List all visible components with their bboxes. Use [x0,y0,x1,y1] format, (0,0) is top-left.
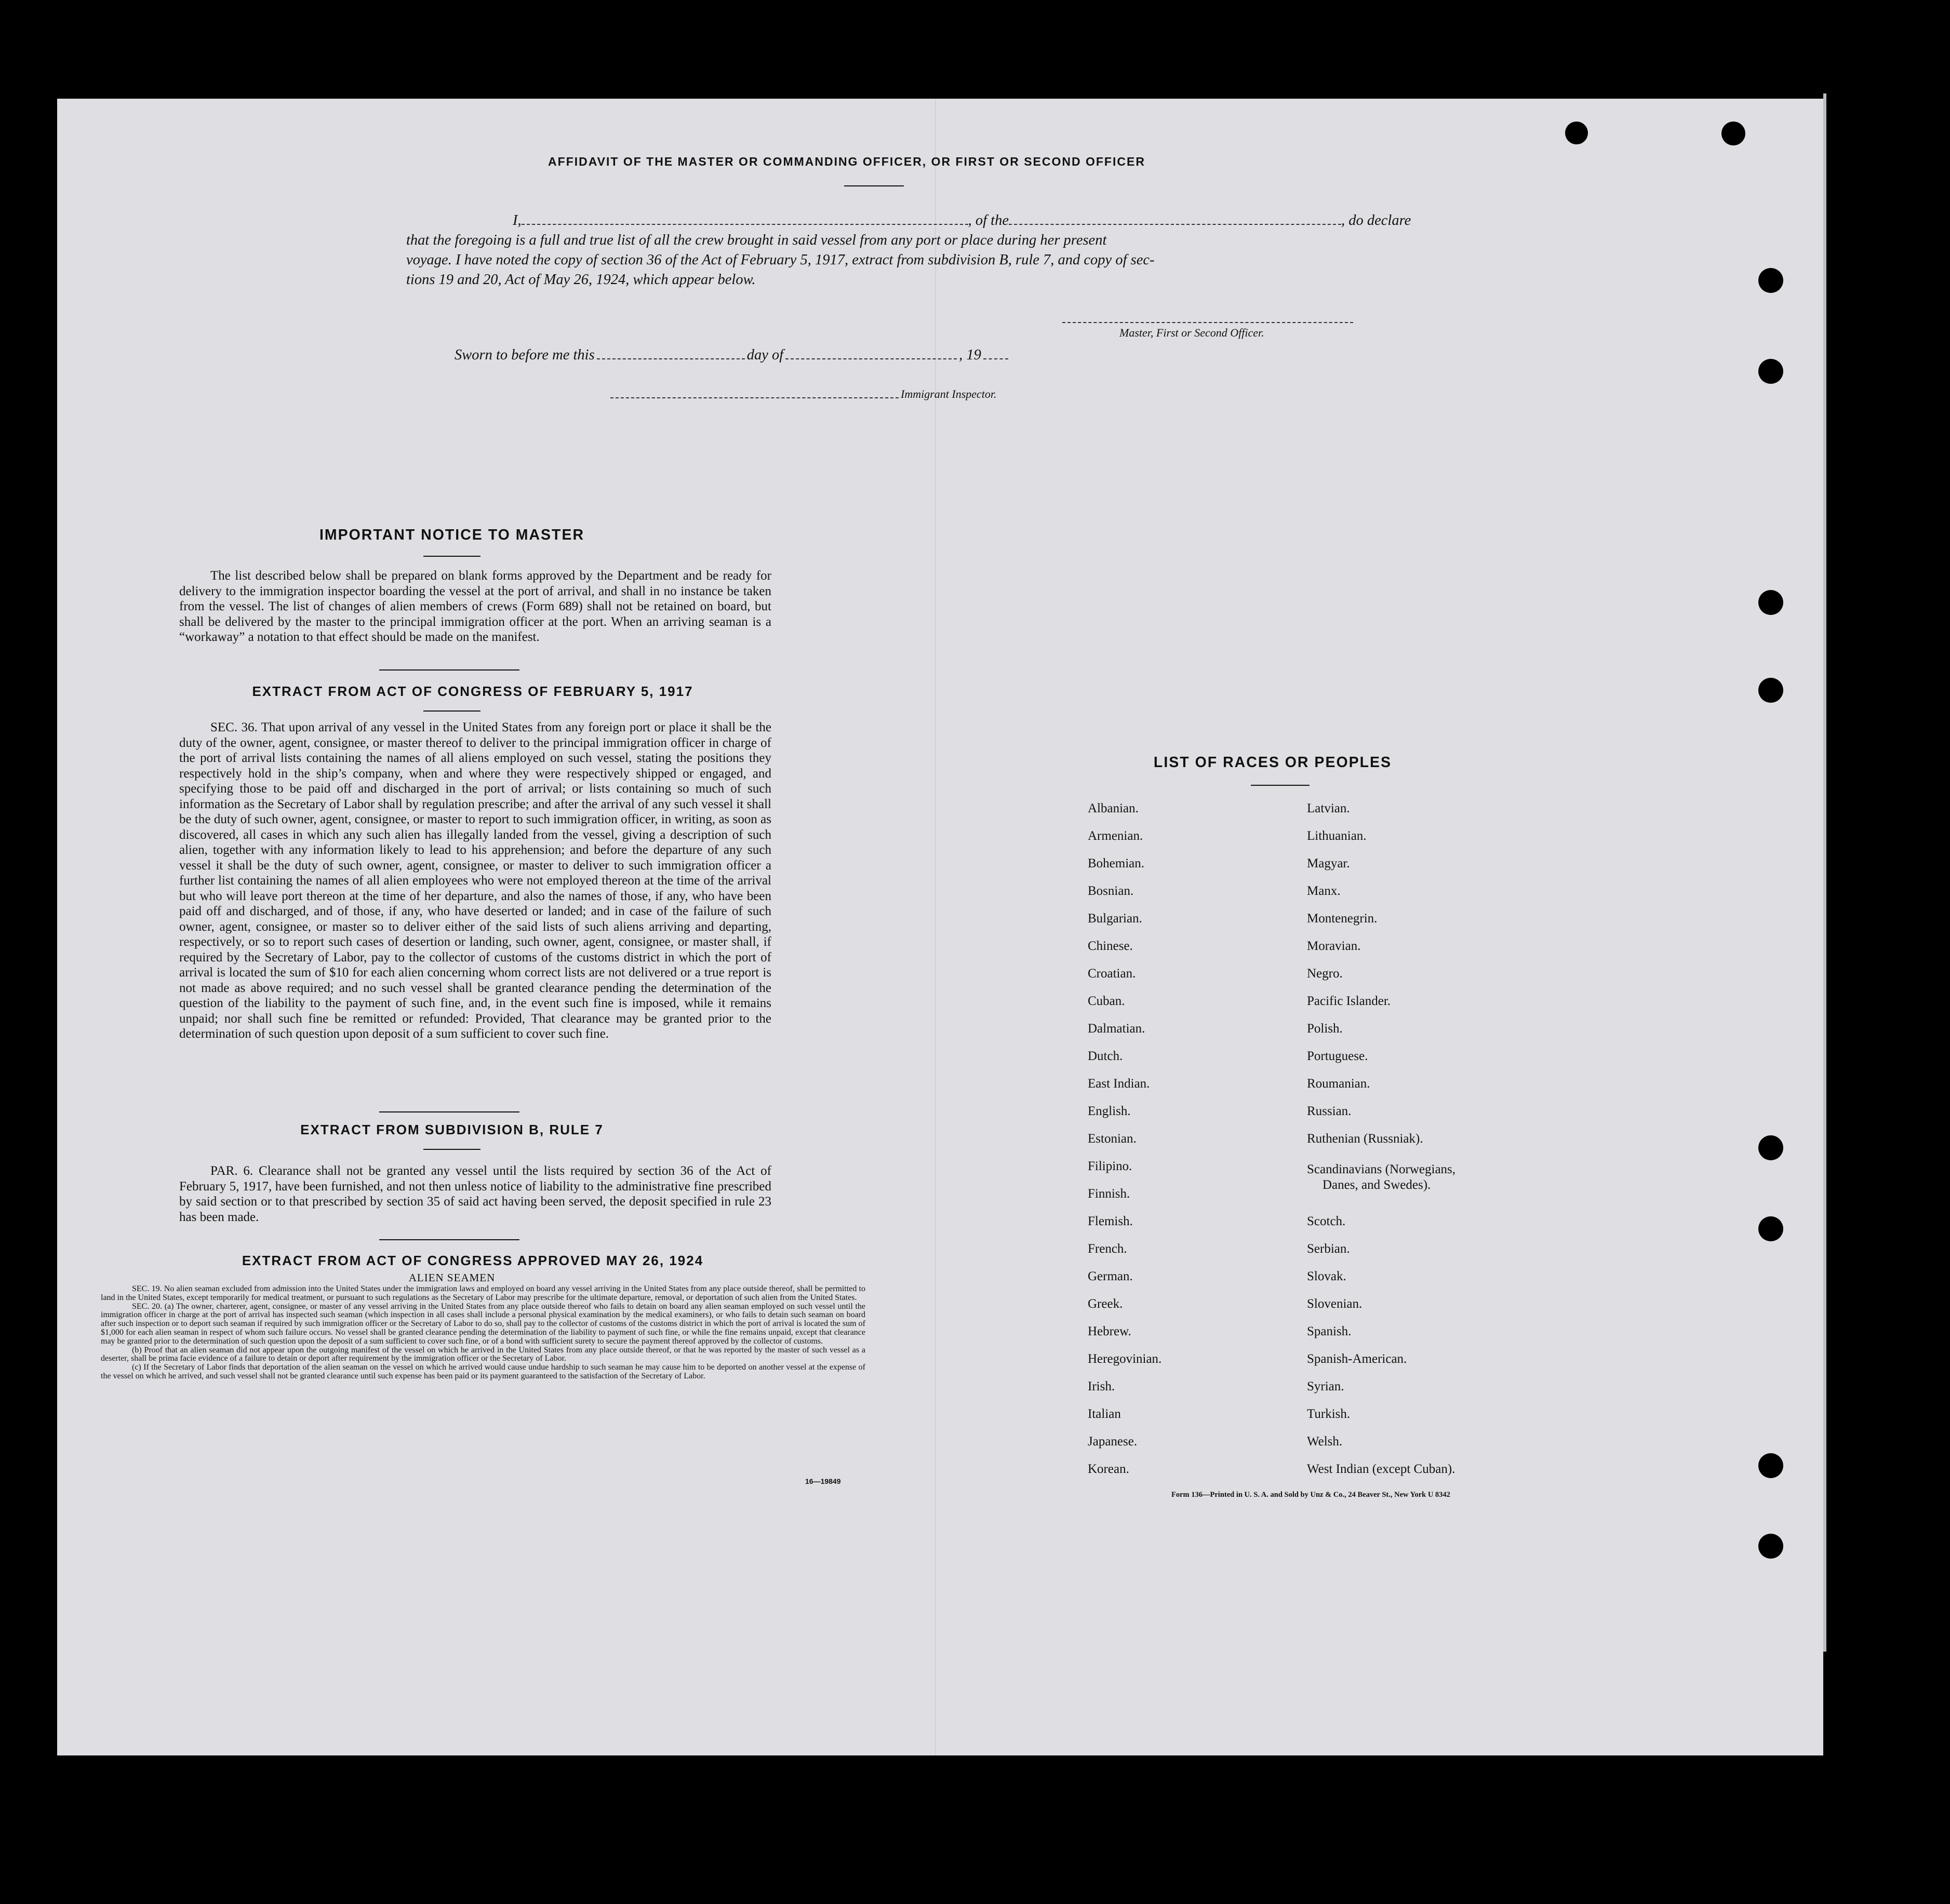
punch-hole [1565,122,1588,144]
race-item: Cuban. [1088,994,1125,1008]
extract-rule7-text [179,1163,771,1225]
race-item: Polish. [1307,1022,1343,1036]
race-item: Dalmatian. [1088,1022,1145,1036]
vessel-name-blank[interactable] [1009,212,1341,225]
par-6-paragraph: PAR. 6. Clearance shall not be granted any vessel until the lists required by section 36 of the Act of February 5, 1917, have been furnished, and not then unless notice of liability to the administrative fine prescribed by said section or to that prescribed by section 35 of said act having been served, the deposit specified in rule 23 has been made. [179,1164,771,1224]
race-item: Portuguese. [1307,1049,1368,1063]
punch-hole [1758,678,1783,703]
race-item: French. [1088,1242,1127,1256]
page-edge-tab [1823,93,1826,1652]
affidavit-line-3: voyage. I have noted the copy of section 36 of the Act of February 5, 1917, extract from subdivision B, rule 7, and copy of sec- [406,252,1155,268]
races-title-rule [1251,785,1310,786]
race-item: Montenegrin. [1307,911,1378,926]
race-item: Scandinavians (Norwegians, [1307,1162,1456,1176]
race-item: Irish. [1088,1379,1115,1393]
sworn-day-blank[interactable] [597,347,745,359]
extract-1924-title: EXTRACT FROM ACT OF CONGRESS APPROVED MAY 26, 1924 [242,1253,704,1268]
race-item: Spanish-American. [1307,1352,1407,1366]
race-item: East Indian. [1088,1077,1150,1091]
punch-hole [1758,268,1783,293]
sworn-year-blank[interactable] [983,347,1008,359]
race-item: Dutch. [1088,1049,1123,1063]
affidavit-of-the: , of the [968,212,1009,229]
race-item: Turkish. [1307,1407,1351,1421]
notice-section-rule [379,669,519,671]
punch-hole [1758,590,1783,615]
race-item: West Indian (except Cuban). [1307,1462,1455,1476]
extract-1917-text [179,720,771,1042]
notice-text [179,568,771,645]
sworn-line [455,347,1008,364]
race-item: Latvian. [1307,801,1350,815]
officer-name-blank[interactable] [522,212,968,225]
race-item: Roumanian. [1307,1077,1370,1091]
race-item: Moravian. [1307,939,1361,953]
race-item: Croatian. [1088,967,1136,981]
race-item: Estonian. [1088,1132,1137,1146]
extract-1917-title-rule [423,710,480,712]
race-item: Negro. [1307,967,1343,981]
alien-seamen-subtitle: ALIEN SEAMEN [408,1271,496,1284]
race-item: Bosnian. [1088,884,1134,898]
race-item: Magyar. [1307,856,1350,870]
extract-rule7-section-rule [379,1239,519,1240]
form-sheet [57,99,1823,1755]
race-item: Armenian. [1088,829,1143,843]
affidavit-line-4: tions 19 and 20, Act of May 26, 1924, which appear below. [406,272,756,288]
race-item: Serbian. [1307,1242,1350,1256]
race-item: Russian. [1307,1104,1352,1118]
sec-20b-paragraph: (b) Proof that an alien seaman did not appear upon the outgoing manifest of the vessel on which he arrived in the United States from any place outside thereof, or that he was reported by the master of such vessel as a deserter, shall be prima facie evidence of a failure to detain or deport after requirement by the immigration officer or the Secretary of Labor. [101,1345,865,1363]
sec-19-paragraph: SEC. 19. No alien seaman excluded from admission into the United States under the immigration laws and employed on board any vessel arriving in the United States from any place outside thereof, shall be permitted to land in the United States, except temporarily for medical treatment, or pursuant to such regulations as the Secretary of Labor may prescribe for the ultimate departure, removal, or deportation of such alien from the United States. [101,1284,865,1302]
notice-title-rule [423,556,480,557]
inspector-signature-line[interactable] [610,397,899,398]
inspector-label: Immigrant Inspector. [901,387,997,400]
punch-hole [1758,1135,1783,1160]
race-item: Scotch. [1307,1214,1346,1228]
punch-hole [1758,1534,1783,1559]
sec-20c-paragraph: (c) If the Secretary of Labor finds that deportation of the alien seaman on the vessel on which he arrived would cause undue hardship to such seaman he may cause him to be deported on another vessel at the expense of the vessel on which he arrived, and such vessel shall not be granted clearance until such expense has been paid or its payment guaranteed to the satisfaction of the Secretary of Labor. [101,1363,865,1380]
affidavit-line-2: that the foregoing is a full and true list of all the crew brought in said vessel from any port or place during her present [406,232,1107,248]
master-signature-label: Master, First or Second Officer. [1119,326,1264,339]
form-footer: Form 136—Printed in U. S. A. and Sold by Unz & Co., 24 Beaver St., New York U 8342 [1171,1491,1450,1499]
affidavit-title-rule [844,185,904,186]
race-item: Welsh. [1307,1434,1343,1449]
race-item: Finnish. [1088,1187,1130,1201]
race-item: Syrian. [1307,1379,1344,1393]
affidavit-i: I, [513,212,522,229]
race-item: Italian [1088,1407,1121,1421]
race-item: Heregovinian. [1088,1352,1162,1366]
notice-paragraph: The list described below shall be prepared on blank forms approved by the Department and be ready for delivery to the immigration inspector boarding the vessel at the port of arrival, and shall in no instance be taken from the vessel. The list of changes of alien members of crews (Form 689) shall not be retained on board, but shall be delivered by the master to the principal immigration officer at the port. When an arriving seaman is a “workaway” a notation to that effect should be made on the manifest. [179,569,771,644]
sworn-prefix: Sworn to before me this [455,347,595,363]
affidavit-title: AFFIDAVIT OF THE MASTER OR COMMANDING OFFICER, OR FIRST OR SECOND OFFICER [548,155,1145,168]
race-item: Danes, and Swedes). [1323,1178,1431,1192]
race-item: Lithuanian. [1307,829,1367,843]
race-item: English. [1088,1104,1131,1118]
extract-1917-section-rule [379,1111,519,1112]
affidavit-declare: , do declare [1341,212,1411,229]
punch-hole [1758,1216,1783,1241]
race-item: Manx. [1307,884,1341,898]
race-item: Korean. [1088,1462,1129,1476]
race-item: Chinese. [1088,939,1133,953]
race-item: Pacific Islander. [1307,994,1391,1008]
extract-rule7-title: EXTRACT FROM SUBDIVISION B, RULE 7 [300,1122,604,1137]
extract-rule7-title-rule [423,1149,480,1150]
race-item: Slovenian. [1307,1297,1363,1311]
notice-title: IMPORTANT NOTICE TO MASTER [319,527,585,543]
sec-20a-paragraph: SEC. 20. (a) The owner, charterer, agent, consignee, or master of any vessel arriving in the United States from any place outside thereof who fails to detain on board any alien seaman employed on such vessel until the immigration officer in charge at the port of arrival has inspected such seaman (which inspection in all cases shall include a personal physical examination by the medical examiners), or who fails to detain such seaman on board after such inspection or to deport such seaman if required by such immigration officer or the Secretary of Labor to do so, shall pay to the collector of customs of the customs district in which the port of arrival is located the sum of $1,000 for each alien seaman in respect of whom such failure occurs. No vessel shall be granted clearance pending the determination of the liability to payment of such fine, or while the fine remains unpaid, except that clearance may be granted prior to the determination of such question upon the deposit of a sum sufficient to cover such fine, or of a bond with sufficient surety to secure the payment thereof approved by the collector of customs. [101,1302,865,1346]
sworn-month-blank[interactable] [785,347,957,359]
sworn-day-of: day of [746,347,784,363]
punch-hole [1758,1453,1783,1478]
race-item: Bulgarian. [1088,911,1142,926]
race-item: Bohemian. [1088,856,1145,870]
extract-1917-title: EXTRACT FROM ACT OF CONGRESS OF FEBRUARY 5, 1917 [252,683,693,699]
race-item: German. [1088,1269,1133,1283]
punch-hole [1758,359,1783,384]
section-36-paragraph: SEC. 36. That upon arrival of any vessel in the United States from any foreign port or place it shall be the duty of the owner, agent, consignee, or master thereof to deliver to the principal immigration officer in charge of the port of arrival lists containing the names of all aliens employed on such vessel, stating the positions they respectively hold in the ship’s company, when and where they were respectively shipped or engaged, and specifying those to be paid off and discharged in the port of arrival; or lists containing so much of such information as the Secretary of Labor shall by regulation prescribe; and after the arrival of any such vessel it shall be the duty of such owner, agent, consignee, or master to report to such immigration officer, in writing, as soon as discovered, all cases in which any such alien has illegally landed from the vessel, giving a description of such alien, together with any information likely to lead to his apprehension; and before the departure of any such vessel it shall be the duty of such owner, agent, consignee, or master to deliver to such immigration officer a further list containing the names of all alien employees who were not employed thereon at the time of the arrival but who will leave port thereon at the time of her departure, and also the names of those, if any, who have been paid off and discharged, and of those, if any, who have deserted or landed; and in case of the failure of such owner, agent, consignee, or master so to deliver either of the said lists of such aliens arriving and departing, respectively, or so to report such cases of desertion or landing, such owner, agent, consignee, or master shall, if required by the Secretary of Labor, pay to the collector of customs of the customs district in which the port of arrival is located the sum of $10 for each alien concerning whom correct lists are not delivered or a true report is not made as above required; and no such vessel shall be granted clearance pending the determination of the question of the liability to the payment of such fine, and, in the event such fine is imposed, while it remains unpaid; nor shall such fine be remitted or refunded: Provided, That clearance may be granted prior to the determination of such question upon deposit of a sum sufficient to cover such fine. [179,720,771,1041]
races-title: LIST OF RACES OR PEOPLES [1153,754,1392,771]
race-item: Greek. [1088,1297,1123,1311]
master-signature-line[interactable] [1062,322,1353,323]
sworn-year: , 19 [959,347,981,363]
race-item: Spanish. [1307,1324,1352,1338]
punch-hole [1721,122,1745,145]
race-item: Hebrew. [1088,1324,1131,1338]
print-code: 16—19849 [805,1477,841,1485]
extract-1924-text [101,1285,865,1381]
affidavit-body [406,211,1440,290]
race-item: Ruthenian (Russniak). [1307,1132,1423,1146]
race-item: Filipino. [1088,1159,1132,1173]
race-item: Flemish. [1088,1214,1133,1228]
race-item: Japanese. [1088,1434,1138,1449]
race-item: Slovak. [1307,1269,1346,1283]
race-item: Albanian. [1088,801,1139,815]
